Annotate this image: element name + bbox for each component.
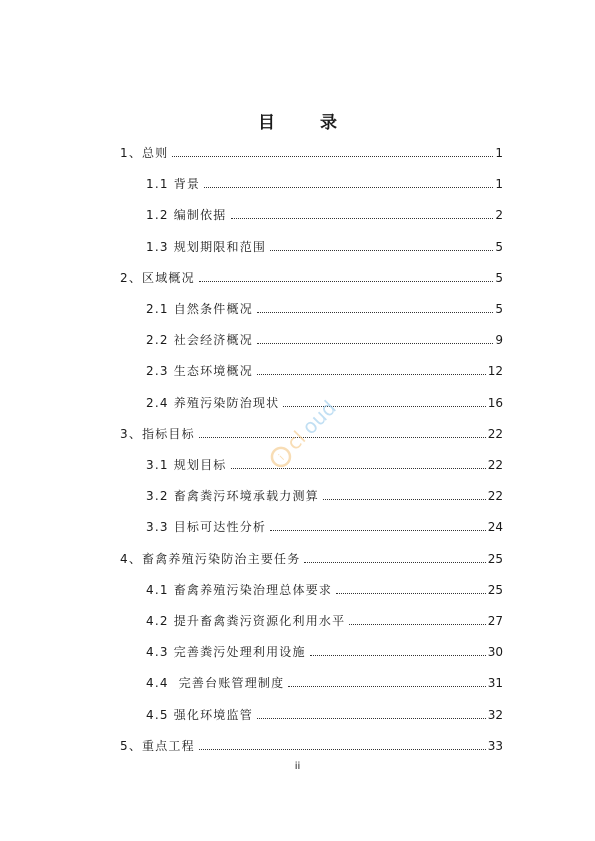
- toc-entry-label: 1.2 编制依据: [146, 208, 227, 222]
- toc-leader: [204, 187, 493, 188]
- toc-leader: [231, 218, 494, 219]
- toc-entry-page: 25: [487, 552, 503, 566]
- toc-entry-label: 3.3 目标可达性分析: [146, 520, 267, 534]
- toc-entry[interactable]: [146, 644, 503, 660]
- toc-leader: [288, 686, 485, 687]
- toc-leader: [199, 749, 486, 750]
- toc-entry[interactable]: [120, 738, 503, 754]
- toc-entry-label: 4、畜禽养殖污染防治主要任务: [120, 552, 301, 566]
- toc-entry[interactable]: [146, 239, 503, 255]
- toc-entry-page: 30: [487, 645, 503, 659]
- toc-leader: [336, 593, 486, 594]
- toc-entry-page: 2: [495, 208, 503, 222]
- toc-entry-page: 1: [495, 177, 503, 191]
- toc-entry-label: 5、重点工程: [120, 739, 195, 753]
- toc-leader: [323, 499, 486, 500]
- toc-entry[interactable]: [146, 707, 503, 723]
- toc-entry-label: 4.2 提升畜禽粪污资源化利用水平: [146, 614, 346, 628]
- toc-entry[interactable]: [146, 675, 503, 691]
- toc-entry-label: 4.1 畜禽养殖污染治理总体要求: [146, 583, 333, 597]
- toc-leader: [257, 343, 493, 344]
- toc-entry-label: 4.5 强化环境监管: [146, 708, 253, 722]
- watermark-text: cl: [281, 426, 311, 455]
- toc-leader: [257, 374, 486, 375]
- toc-entry-page: 12: [487, 364, 503, 378]
- toc-entry[interactable]: [120, 551, 503, 567]
- toc-leader: [257, 718, 486, 719]
- toc-entry-label: 2.3 生态环境概况: [146, 364, 253, 378]
- toc-entry[interactable]: [146, 363, 503, 379]
- toc-entry-label: 1.3 规划期限和范围: [146, 240, 267, 254]
- toc-entry-page: 25: [487, 583, 503, 597]
- toc-leader: [310, 655, 486, 656]
- toc-entry-page: 22: [487, 427, 503, 441]
- toc-entry-page: 22: [487, 458, 503, 472]
- toc-leader: [304, 562, 485, 563]
- cloud-logo-icon: [255, 380, 355, 480]
- svg-text:i: i: [277, 453, 287, 463]
- toc-entry-label: 2、区域概况: [120, 271, 195, 285]
- toc-leader: [257, 312, 493, 313]
- toc-entry-page: 31: [487, 676, 503, 690]
- toc-entry[interactable]: [146, 207, 503, 223]
- toc-entry-page: 1: [495, 146, 503, 160]
- toc-entry-label: 3、指标目标: [120, 427, 195, 441]
- toc-entry-label: 3.1 规划目标: [146, 458, 227, 472]
- toc-entry[interactable]: [120, 270, 503, 286]
- toc-leader: [270, 250, 493, 251]
- svg-text:oud: oud: [297, 395, 341, 440]
- toc-leader: [199, 281, 494, 282]
- toc-entry[interactable]: [146, 613, 503, 629]
- toc-leader: [270, 530, 486, 531]
- toc-entry[interactable]: [120, 145, 503, 161]
- toc-entry-label: 2.2 社会经济概况: [146, 333, 253, 347]
- toc-entry-label: 2.4 养殖污染防治现状: [146, 396, 280, 410]
- toc-entry-label: 4.3 完善粪污处理利用设施: [146, 645, 306, 659]
- toc-entry[interactable]: [146, 488, 503, 504]
- toc-entry-label: 1.1 背景: [146, 177, 201, 191]
- toc-entry[interactable]: [146, 519, 503, 535]
- toc-entry-page: 24: [487, 520, 503, 534]
- toc-entry-page: 16: [487, 396, 503, 410]
- toc-entry-page: 9: [495, 333, 503, 347]
- toc-entry-page: 5: [495, 302, 503, 316]
- toc-entry-page: 32: [487, 708, 503, 722]
- toc-entry[interactable]: [146, 301, 503, 317]
- toc-leader: [172, 156, 493, 157]
- toc-leader: [349, 624, 485, 625]
- toc-entry-label: 3.2 畜禽粪污环境承载力测算: [146, 489, 319, 503]
- toc-entry-page: 33: [487, 739, 503, 753]
- toc-entry-page: 22: [487, 489, 503, 503]
- toc-entry-label: 1、总则: [120, 146, 169, 160]
- toc-title: 目 录: [258, 113, 351, 133]
- toc-entry-page: 27: [487, 614, 503, 628]
- toc-entry-label: 4.4 完善台账管理制度: [146, 676, 285, 690]
- toc-entry[interactable]: [146, 176, 503, 192]
- toc-entry-label: 2.1 自然条件概况: [146, 302, 253, 316]
- page-number: ii: [294, 761, 301, 772]
- toc-entry[interactable]: [146, 332, 503, 348]
- toc-entry-page: 5: [495, 240, 503, 254]
- toc-entry[interactable]: [146, 582, 503, 598]
- toc-entry-page: 5: [495, 271, 503, 285]
